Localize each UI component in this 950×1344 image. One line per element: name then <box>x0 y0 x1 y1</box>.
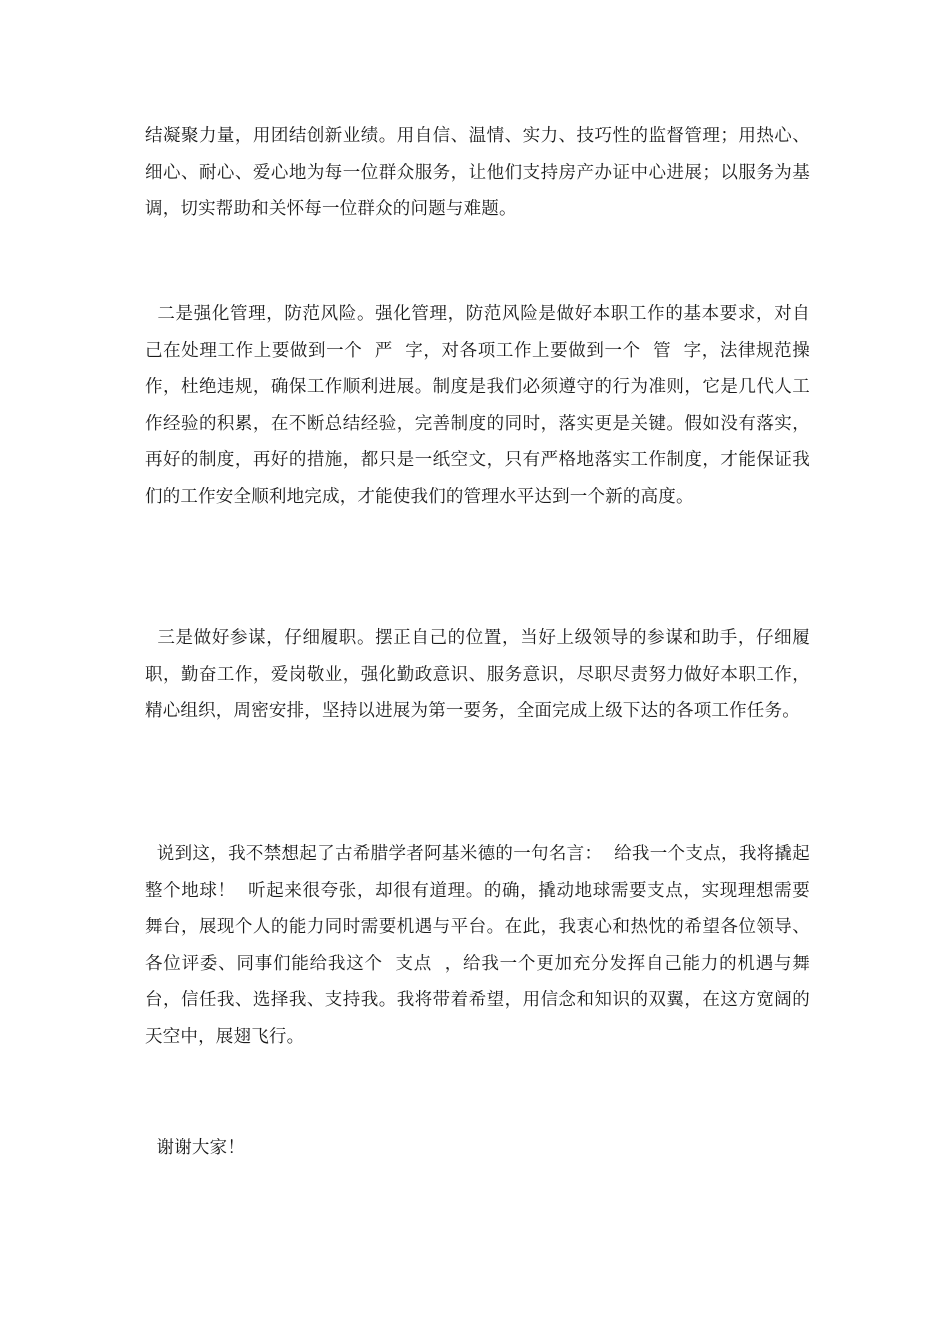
paragraph-5-thanks: 谢谢大家！ <box>145 1138 246 1158</box>
paragraph-3-advisor-duty: 三是做好参谋，仔细履职。摆正自己的位置，当好上级领导的参谋和助手，仔细履职，勤奋工作，爱岗敬业，强化勤政意识、服务意识，尽职尽责努力做好本职工作，精心组织，周密安排，坚持以进展为第一要务，全面完成上级下达的各项工作任务。 <box>145 628 810 721</box>
paragraph-2-strengthen-management: 二是强化管理，防范风险。强化管理，防范风险是做好本职工作的基本要求，对自己在处理工作上要做到一个 严 字，对各项工作上要做到一个 管 字，法律规范操作，杜绝违规，确保工作顺利进展。制度是我们必须遵守的行为准则，它是几代人工作经验的积累，在不断总结经验，完善制度的同时，落实更是关键。假如没有落实，再好的制度，再好的措施，都只是一纸空文，只有严格地落实工作制度，才能保证我们的工作安全顺利地完成，才能使我们的管理水平达到一个新的高度。 <box>145 304 810 507</box>
paragraph-1-unity: 结凝聚力量，用团结创新业绩。用自信、温情、实力、技巧性的监督管理；用热心、细心、耐心、爱心地为每一位群众服务，让他们支持房产办证中心进展；以服务为基调，切实帮助和关怀每一位群众的问题与难题。 <box>145 126 810 219</box>
paragraph-4-archimedes-quote: 说到这，我不禁想起了古希腊学者阿基米德的一句名言： 给我一个支点，我将撬起整个地球！ 听起来很夸张，却很有道理。的确，撬动地球需要支点，实现理想需要舞台，展现个人的能力同时需要机遇与平台。在此，我衷心和热忱的希望各位领导、各位评委、同事们能给我这个 支点 ，给我一个更加充分发挥自己能力的机遇与舞台，信任我、选择我、支持我。我将带着希望，用信念和知识的双翼，在这方宽阔的天空中，展翅飞行。 <box>145 844 810 1047</box>
